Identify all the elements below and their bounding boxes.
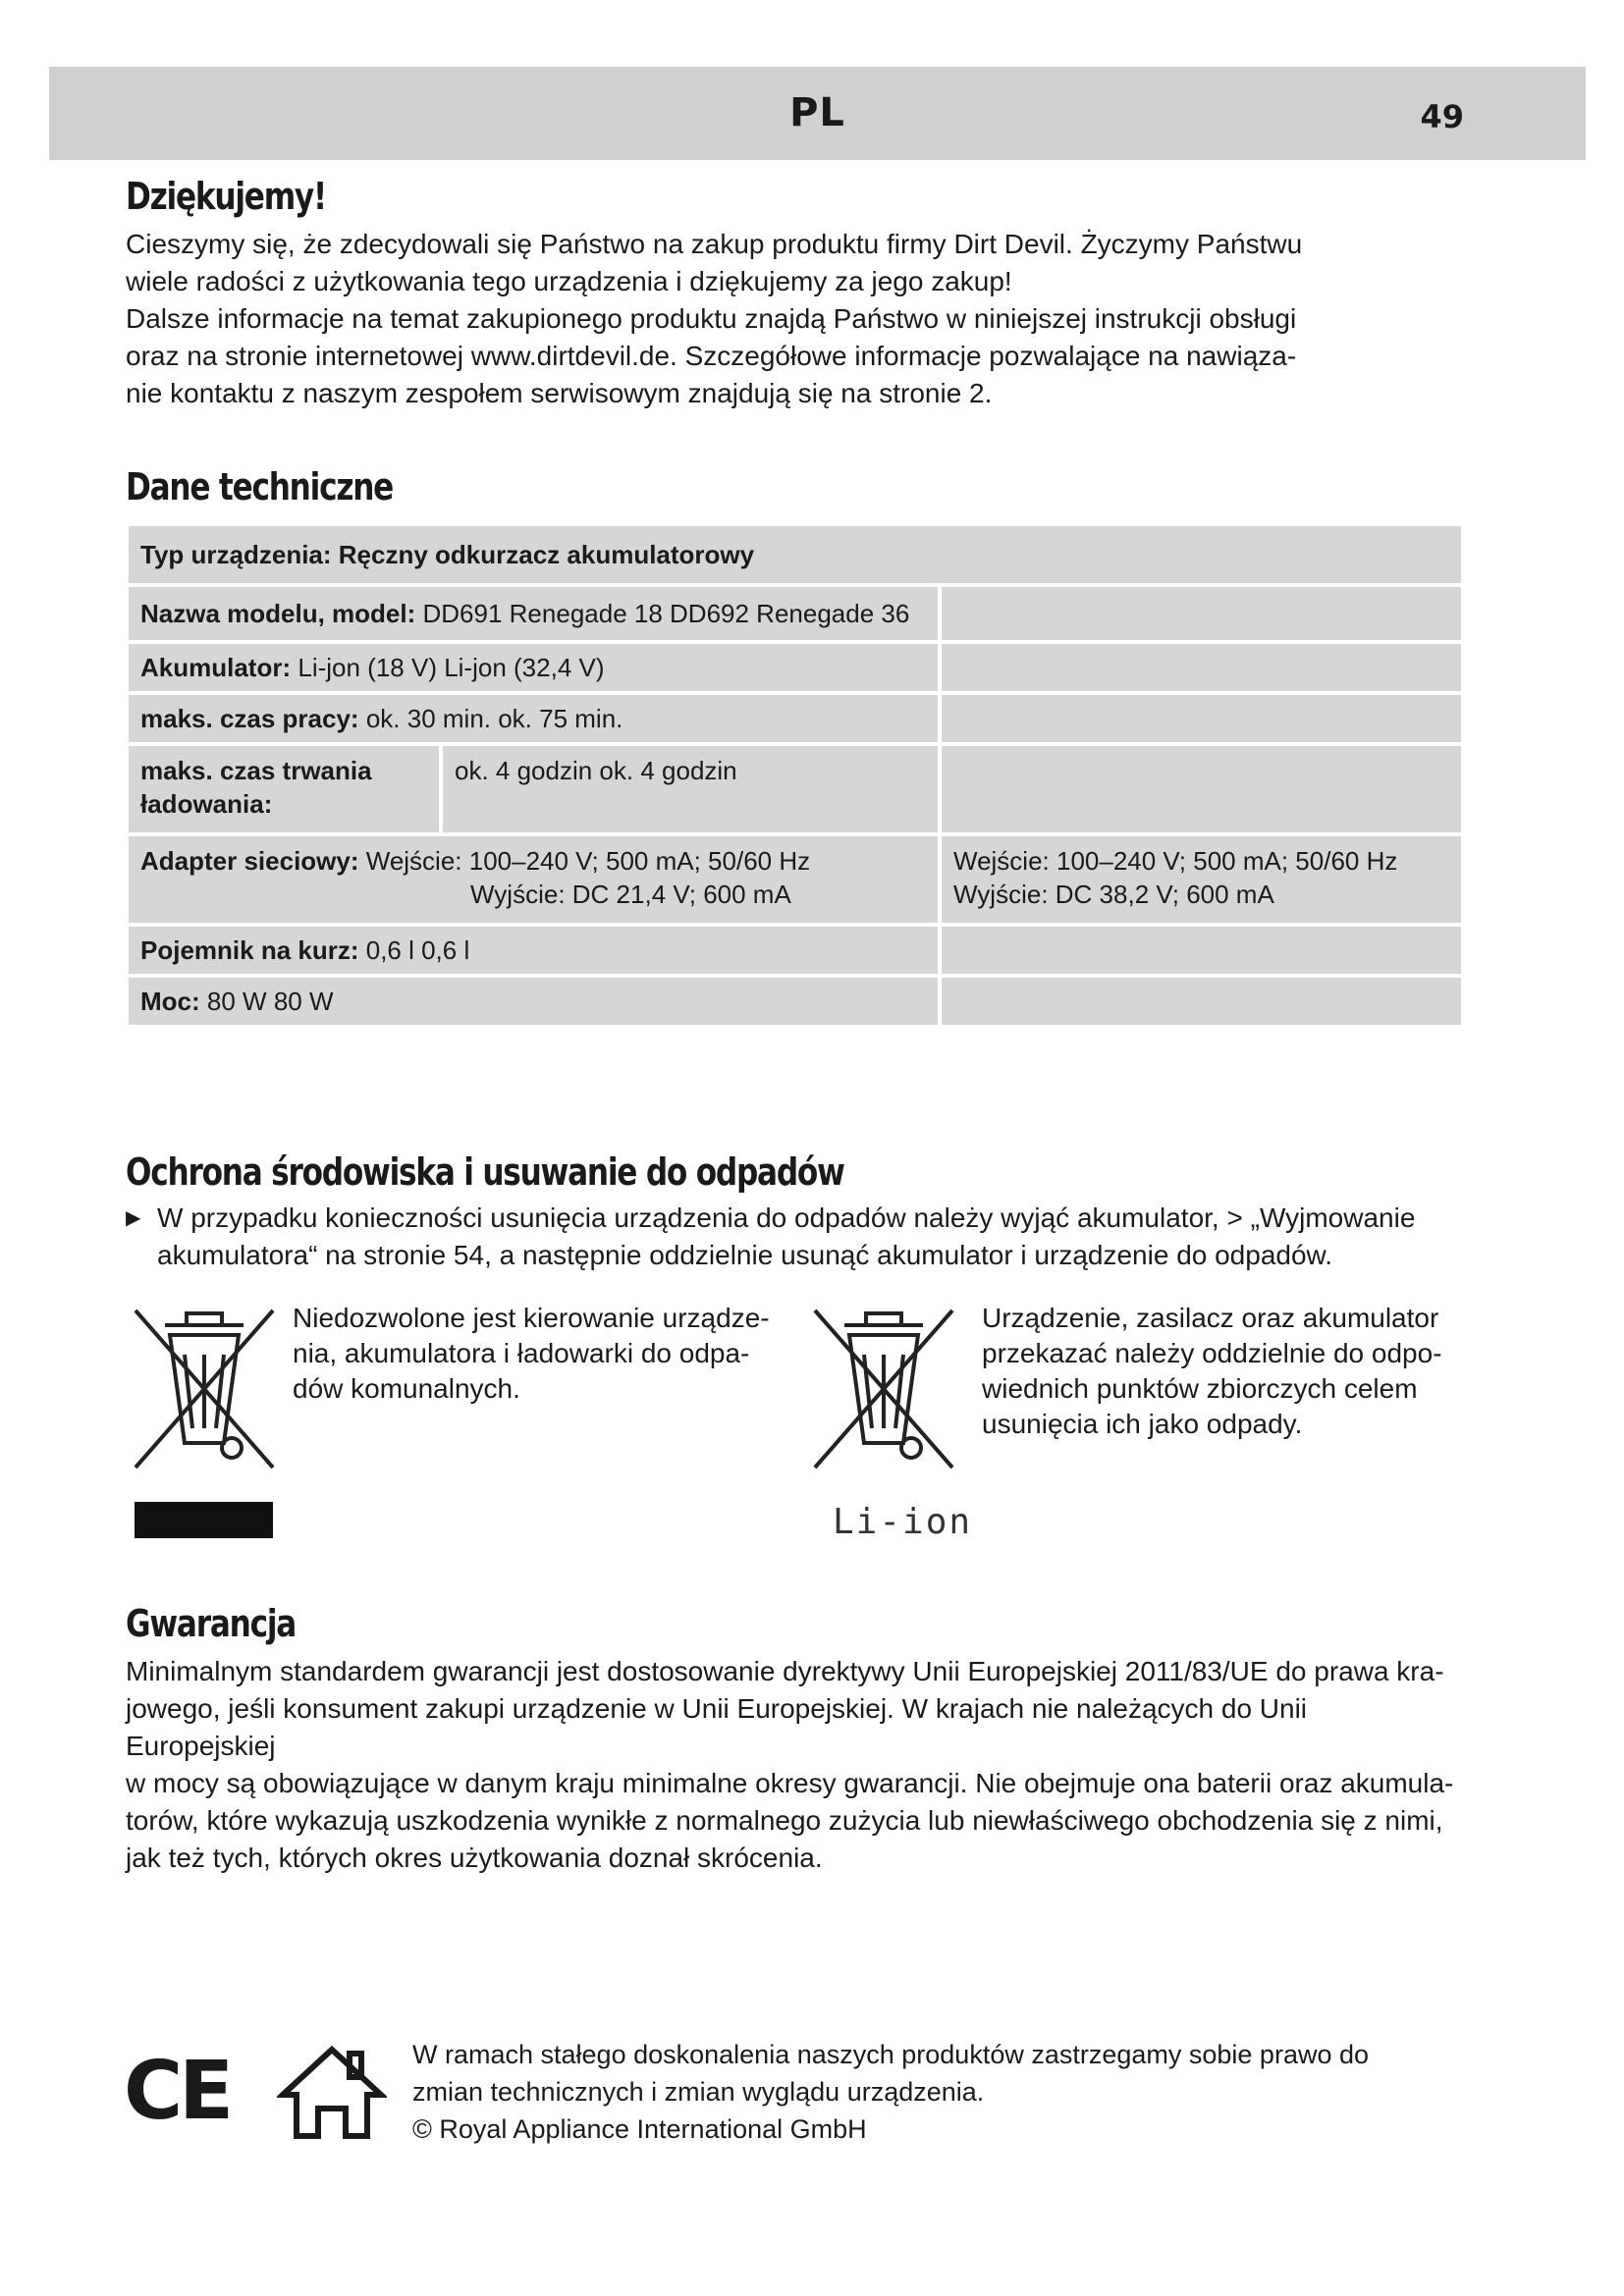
charge-label-line: maks. czas trwania bbox=[140, 756, 372, 785]
runtime-cell bbox=[129, 695, 938, 742]
note-line: Urządzenie, zasilacz oraz akumulator bbox=[982, 1303, 1439, 1333]
model-value: DD691 Renegade 18 DD692 Renegade 36 bbox=[422, 599, 910, 628]
disposal-bullet bbox=[126, 1200, 1461, 1274]
power-value: 80 W 80 W bbox=[206, 987, 334, 1016]
runtime-label: maks. czas pracy: bbox=[140, 704, 359, 733]
type-cell: Typ urządzenia: Ręczny odkurzacz akumulatorowy bbox=[129, 526, 1461, 583]
warranty-line: jak też tych, których okres użytkowania doznał skrócenia. bbox=[126, 1842, 823, 1873]
adapter-label: Adapter sieciowy: bbox=[140, 846, 359, 876]
model-cell bbox=[129, 587, 938, 640]
table-row bbox=[129, 927, 1461, 974]
adapter-input: Wejście: 100–240 V; 500 mA; 50/60 Hz bbox=[365, 846, 811, 876]
charge-label-line: ładowania: bbox=[140, 789, 273, 819]
thanks-line: wiele radości z użytkowania tego urządzenia i dziękujemy za jego zakup! bbox=[126, 266, 1012, 296]
note-line: nia, akumulatora i ładowarki do odpa- bbox=[293, 1338, 750, 1368]
li-ion-label: Li-ion bbox=[833, 1502, 973, 1542]
thanks-line: oraz na stronie internetowej www.dirtdevil.de. Szczegółowe informacje pozwalające na nawiąza- bbox=[126, 341, 1297, 371]
warranty-line: jowego, jeśli konsument zakupi urządzenie w Unii Europejskiej. W krajach nie należących do Unii Europejskiej bbox=[126, 1693, 1308, 1761]
note-line: dów komunalnych. bbox=[293, 1373, 520, 1404]
disposal-note-1 bbox=[293, 1301, 784, 1407]
environment-heading: Ochrona środowiska i usuwanie do odpadów bbox=[126, 1150, 844, 1194]
charge-label bbox=[129, 746, 439, 832]
table-row bbox=[129, 836, 1461, 923]
runtime-value: ok. 30 min. ok. 75 min. bbox=[365, 704, 623, 733]
adapter-output-2: Wyjście: DC 38,2 V; 600 mA bbox=[953, 880, 1274, 909]
power-cell bbox=[129, 978, 938, 1025]
adapter-cell bbox=[129, 836, 938, 923]
bullet-line: akumulatora“ na stronie 54, a następnie oddzielnie usunąć akumulator i urządzenie do odpadów. bbox=[157, 1240, 1332, 1270]
bullet-triangle-icon: ▶ bbox=[126, 1207, 141, 1229]
battery-cell bbox=[129, 644, 938, 691]
battery-label: Akumulator: bbox=[140, 653, 292, 682]
table-row bbox=[129, 587, 1461, 640]
thanks-heading: Dziękujemy! bbox=[126, 175, 327, 218]
adapter-cell-2 bbox=[938, 836, 1461, 923]
dust-value: 0,6 l 0,6 l bbox=[365, 935, 470, 965]
bullet-line: W przypadku konieczności usunięcia urządzenia do odpadów należy wyjąć akumulator, > „Wyjmowanie bbox=[157, 1202, 1416, 1233]
battery-value: Li-jon (18 V) Li-jon (32,4 V) bbox=[298, 653, 605, 682]
crossed-bin-icon bbox=[805, 1306, 962, 1472]
crossed-bin-icon bbox=[126, 1306, 283, 1472]
thanks-line: Dalsze informacje na temat zakupionego produktu znajdą Państwo w niniejszej instrukcji obsługi bbox=[126, 303, 1297, 334]
adapter-output: Wyjście: DC 21,4 V; 600 mA bbox=[470, 880, 791, 909]
bin-underline-bar bbox=[135, 1502, 273, 1538]
ce-mark: CE bbox=[124, 2045, 231, 2138]
thanks-line: nie kontaktu z naszym zespołem serwisowym znajdują się na stronie 2. bbox=[126, 378, 993, 408]
footer-text bbox=[412, 2036, 1492, 2148]
adapter-input-2: Wejście: 100–240 V; 500 mA; 50/60 Hz bbox=[953, 846, 1398, 876]
thanks-paragraph bbox=[126, 226, 1461, 412]
dust-value-2 bbox=[938, 927, 1461, 974]
table-row bbox=[129, 746, 1461, 832]
disposal-note-2 bbox=[982, 1301, 1473, 1442]
page-number: 49 bbox=[1420, 98, 1464, 135]
note-line: przekazać należy oddzielnie do odpo- bbox=[982, 1338, 1442, 1368]
note-line: wiednich punktów zbiorczych celem bbox=[982, 1373, 1418, 1404]
dust-cell bbox=[129, 927, 938, 974]
spec-table bbox=[129, 522, 1461, 1029]
footer-line: W ramach stałego doskonalenia naszych produktów zastrzegamy sobie prawo do bbox=[412, 2040, 1370, 2069]
warranty-heading: Gwarancja bbox=[126, 1602, 297, 1645]
thanks-line: Cieszymy się, że zdecydowali się Państwo na zakup produktu firmy Dirt Devil. Życzymy Państwu bbox=[126, 229, 1303, 259]
runtime-value-2 bbox=[938, 695, 1461, 742]
warranty-paragraph bbox=[126, 1653, 1461, 1877]
language-code: PL bbox=[789, 90, 845, 135]
charge-value-2 bbox=[938, 746, 1461, 832]
note-line: Niedozwolone jest kierowanie urządze- bbox=[293, 1303, 770, 1333]
model-value-2 bbox=[938, 587, 1461, 640]
model-label: Nazwa modelu, model: bbox=[140, 599, 416, 628]
table-row bbox=[129, 644, 1461, 691]
battery-value-2 bbox=[938, 644, 1461, 691]
table-row bbox=[129, 695, 1461, 742]
warranty-line: Minimalnym standardem gwarancji jest dostosowanie dyrektywy Unii Europejskiej 2011/83/UE do prawa kra- bbox=[126, 1656, 1444, 1686]
power-label: Moc: bbox=[140, 987, 200, 1016]
warranty-line: w mocy są obowiązujące w danym kraju minimalne okresy gwarancji. Nie obejmuje ona baterii oraz akumula- bbox=[126, 1768, 1454, 1798]
power-value-2 bbox=[938, 978, 1461, 1025]
note-line: usunięcia ich jako odpady. bbox=[982, 1409, 1303, 1439]
table-row bbox=[129, 526, 1461, 583]
table-row bbox=[129, 978, 1461, 1025]
warranty-line: torów, które wykazują uszkodzenia wynikłe z normalnego zużycia lub niewłaściwego obchodzenia się z nimi, bbox=[126, 1805, 1443, 1836]
footer-line: © Royal Appliance International GmbH bbox=[412, 2114, 867, 2144]
footer-line: zmian technicznych i zmian wyglądu urządzenia. bbox=[412, 2077, 985, 2107]
page-header bbox=[49, 67, 1586, 160]
house-icon bbox=[277, 2044, 387, 2142]
dust-label: Pojemnik na kurz: bbox=[140, 935, 359, 965]
charge-value: ok. 4 godzin ok. 4 godzin bbox=[439, 746, 938, 832]
tech-heading: Dane techniczne bbox=[126, 465, 394, 508]
